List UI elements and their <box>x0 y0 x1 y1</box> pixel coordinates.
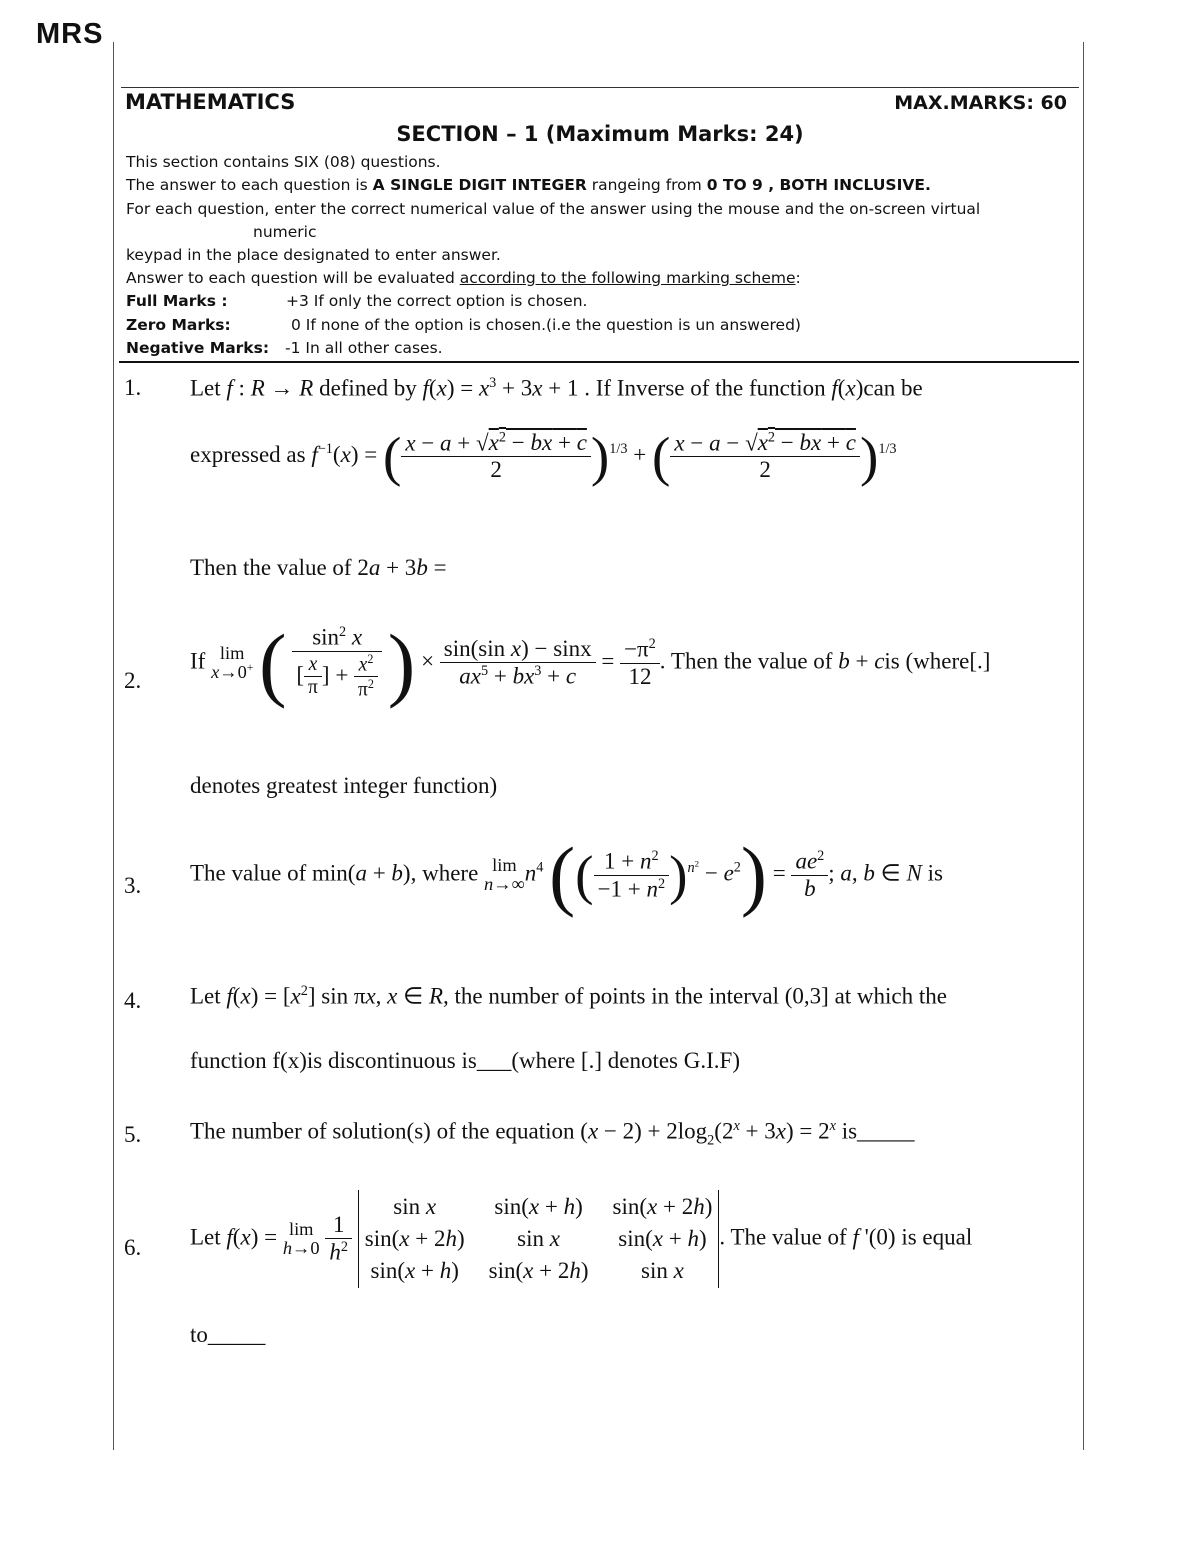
question-text: where <box>422 860 479 886</box>
zero-marks-label: Zero Marks: <box>126 316 231 334</box>
instruction-line: For each question, enter the correct numerical value of the answer using the mouse and the on-screen virtual <box>126 200 981 218</box>
question-6-line-1: Let f(x) = lim h→0 $\frac{1}{h^2}$ sin x sin(x + h) sin(x + 2h) sin(x + 2h) sin x sin(x + h) sin(x + h) sin(x + 2h) sin x . The value of f '(0) is equal <box>190 1190 972 1288</box>
question-4-line-1: Let $f(x) = [x^2]$ sin πx, x ∈ R, the number of points in the interval (0,3] at which the <box>190 983 947 1009</box>
question-number: 1. <box>124 375 142 400</box>
negative-marks-text: -1 In all other cases. <box>285 339 443 357</box>
instruction-line: numeric <box>253 223 317 241</box>
instruction-line: This section contains SIX (08) questions. <box>126 153 441 171</box>
instruction-text: The answer to each question is <box>126 176 373 194</box>
question-text: expressed as <box>190 441 306 467</box>
question-4-line-2: function f(x)is discontinuous is___(where [.] denotes G.I.F) <box>190 1048 740 1073</box>
question-6-line-2: to_____ <box>190 1322 266 1347</box>
max-marks: MAX.MARKS: 60 <box>894 92 1067 114</box>
instruction-line: keypad in the place designated to enter answer. <box>126 246 501 264</box>
question-text: can be <box>863 375 923 401</box>
section-title: SECTION – 1 (Maximum Marks: 24) <box>396 122 804 146</box>
question-text: at which the <box>834 983 947 1009</box>
question-text: If Inverse of the function <box>595 375 826 401</box>
full-marks-text: +3 If only the correct option is chosen. <box>286 292 588 310</box>
question-2-line-1: If lim x→0+ ( $\sin^2 x$ [ $\frac{x}{\pi}$ ] + $\frac{x^2}{\pi^2}$ ) × $\frac{\text{sin(sin x) − sinx}}{ax^5 + bx^3 + c}$ = $\frac{-\pi^2}{12}$ . Then the value of b + cis (where[.] <box>190 617 991 709</box>
instruction-line <box>126 176 931 194</box>
logo: MRS <box>36 18 104 50</box>
instruction-text: Answer to each question will be evaluated <box>126 269 460 287</box>
question-3-line-1: The value of min(a + b), where lim n→∞ $n^4$ (( $\frac{1 + n^2}{-1 + n^2}$ )$^{n^2} - e^2$) = $\frac{ae^2}{b}$ ; a, b ∈ N is <box>190 831 943 918</box>
question-number: 4. <box>124 988 142 1013</box>
question-text: The value of <box>190 860 307 886</box>
left-margin-line <box>113 42 114 1450</box>
question-number: 2. <box>124 668 142 693</box>
question-number: 5. <box>124 1122 142 1147</box>
question-text: The number of solution(s) of the equation <box>190 1118 575 1144</box>
question-text: Then the value of <box>670 648 833 674</box>
instruction-bold: A SINGLE DIGIT INTEGER <box>372 176 587 194</box>
question-2-line-2: denotes greatest integer function) <box>190 773 498 798</box>
question-1-line-2: expressed as $f^{-1}(x)$ = ( $\frac{x - a + √x^2 - bx + c}{2}$ )$^{1/3}$ + ( $\frac{x - a - √x^2 - bx + c}{2}$ )$^{1/3}$ <box>190 426 897 487</box>
full-marks-label: Full Marks : <box>126 292 228 310</box>
question-1-line-1: Let f : R → R defined by $f(x) = x^3 + 3x + 1$ . If Inverse of the function f(x)can be <box>190 375 923 401</box>
subject-title: MATHEMATICS <box>125 90 296 114</box>
instruction-line <box>126 269 801 287</box>
question-text: The value of <box>730 1224 847 1250</box>
question-1-line-3: Then the value of 2a + 3b = <box>190 555 447 580</box>
question-number: 6. <box>124 1235 142 1260</box>
question-text: the number of points in the interval <box>454 983 779 1009</box>
question-5-line-1: The number of solution(s) of the equation $(x - 2) + 2\log_2(2^x + 3x) = 2^x$ is_____ <box>190 1118 915 1149</box>
question-text: is equal <box>901 1224 973 1250</box>
right-margin-line <box>1083 42 1084 1450</box>
instruction-text: rangeing from <box>586 176 707 194</box>
instructions-rule <box>119 361 1079 363</box>
question-text: Then the value of <box>190 555 352 580</box>
question-text: is (where[.] <box>884 648 991 674</box>
instruction-text: : <box>795 269 801 287</box>
question-number: 3. <box>124 873 142 898</box>
header-rule <box>121 87 1079 88</box>
zero-marks-text: 0 If none of the option is chosen.(i.e the question is un answered) <box>291 316 801 334</box>
instruction-underlined: according to the following marking scheme <box>459 269 796 287</box>
instruction-bold: 0 TO 9 , BOTH INCLUSIVE. <box>706 176 931 194</box>
negative-marks-label: Negative Marks: <box>126 339 270 357</box>
